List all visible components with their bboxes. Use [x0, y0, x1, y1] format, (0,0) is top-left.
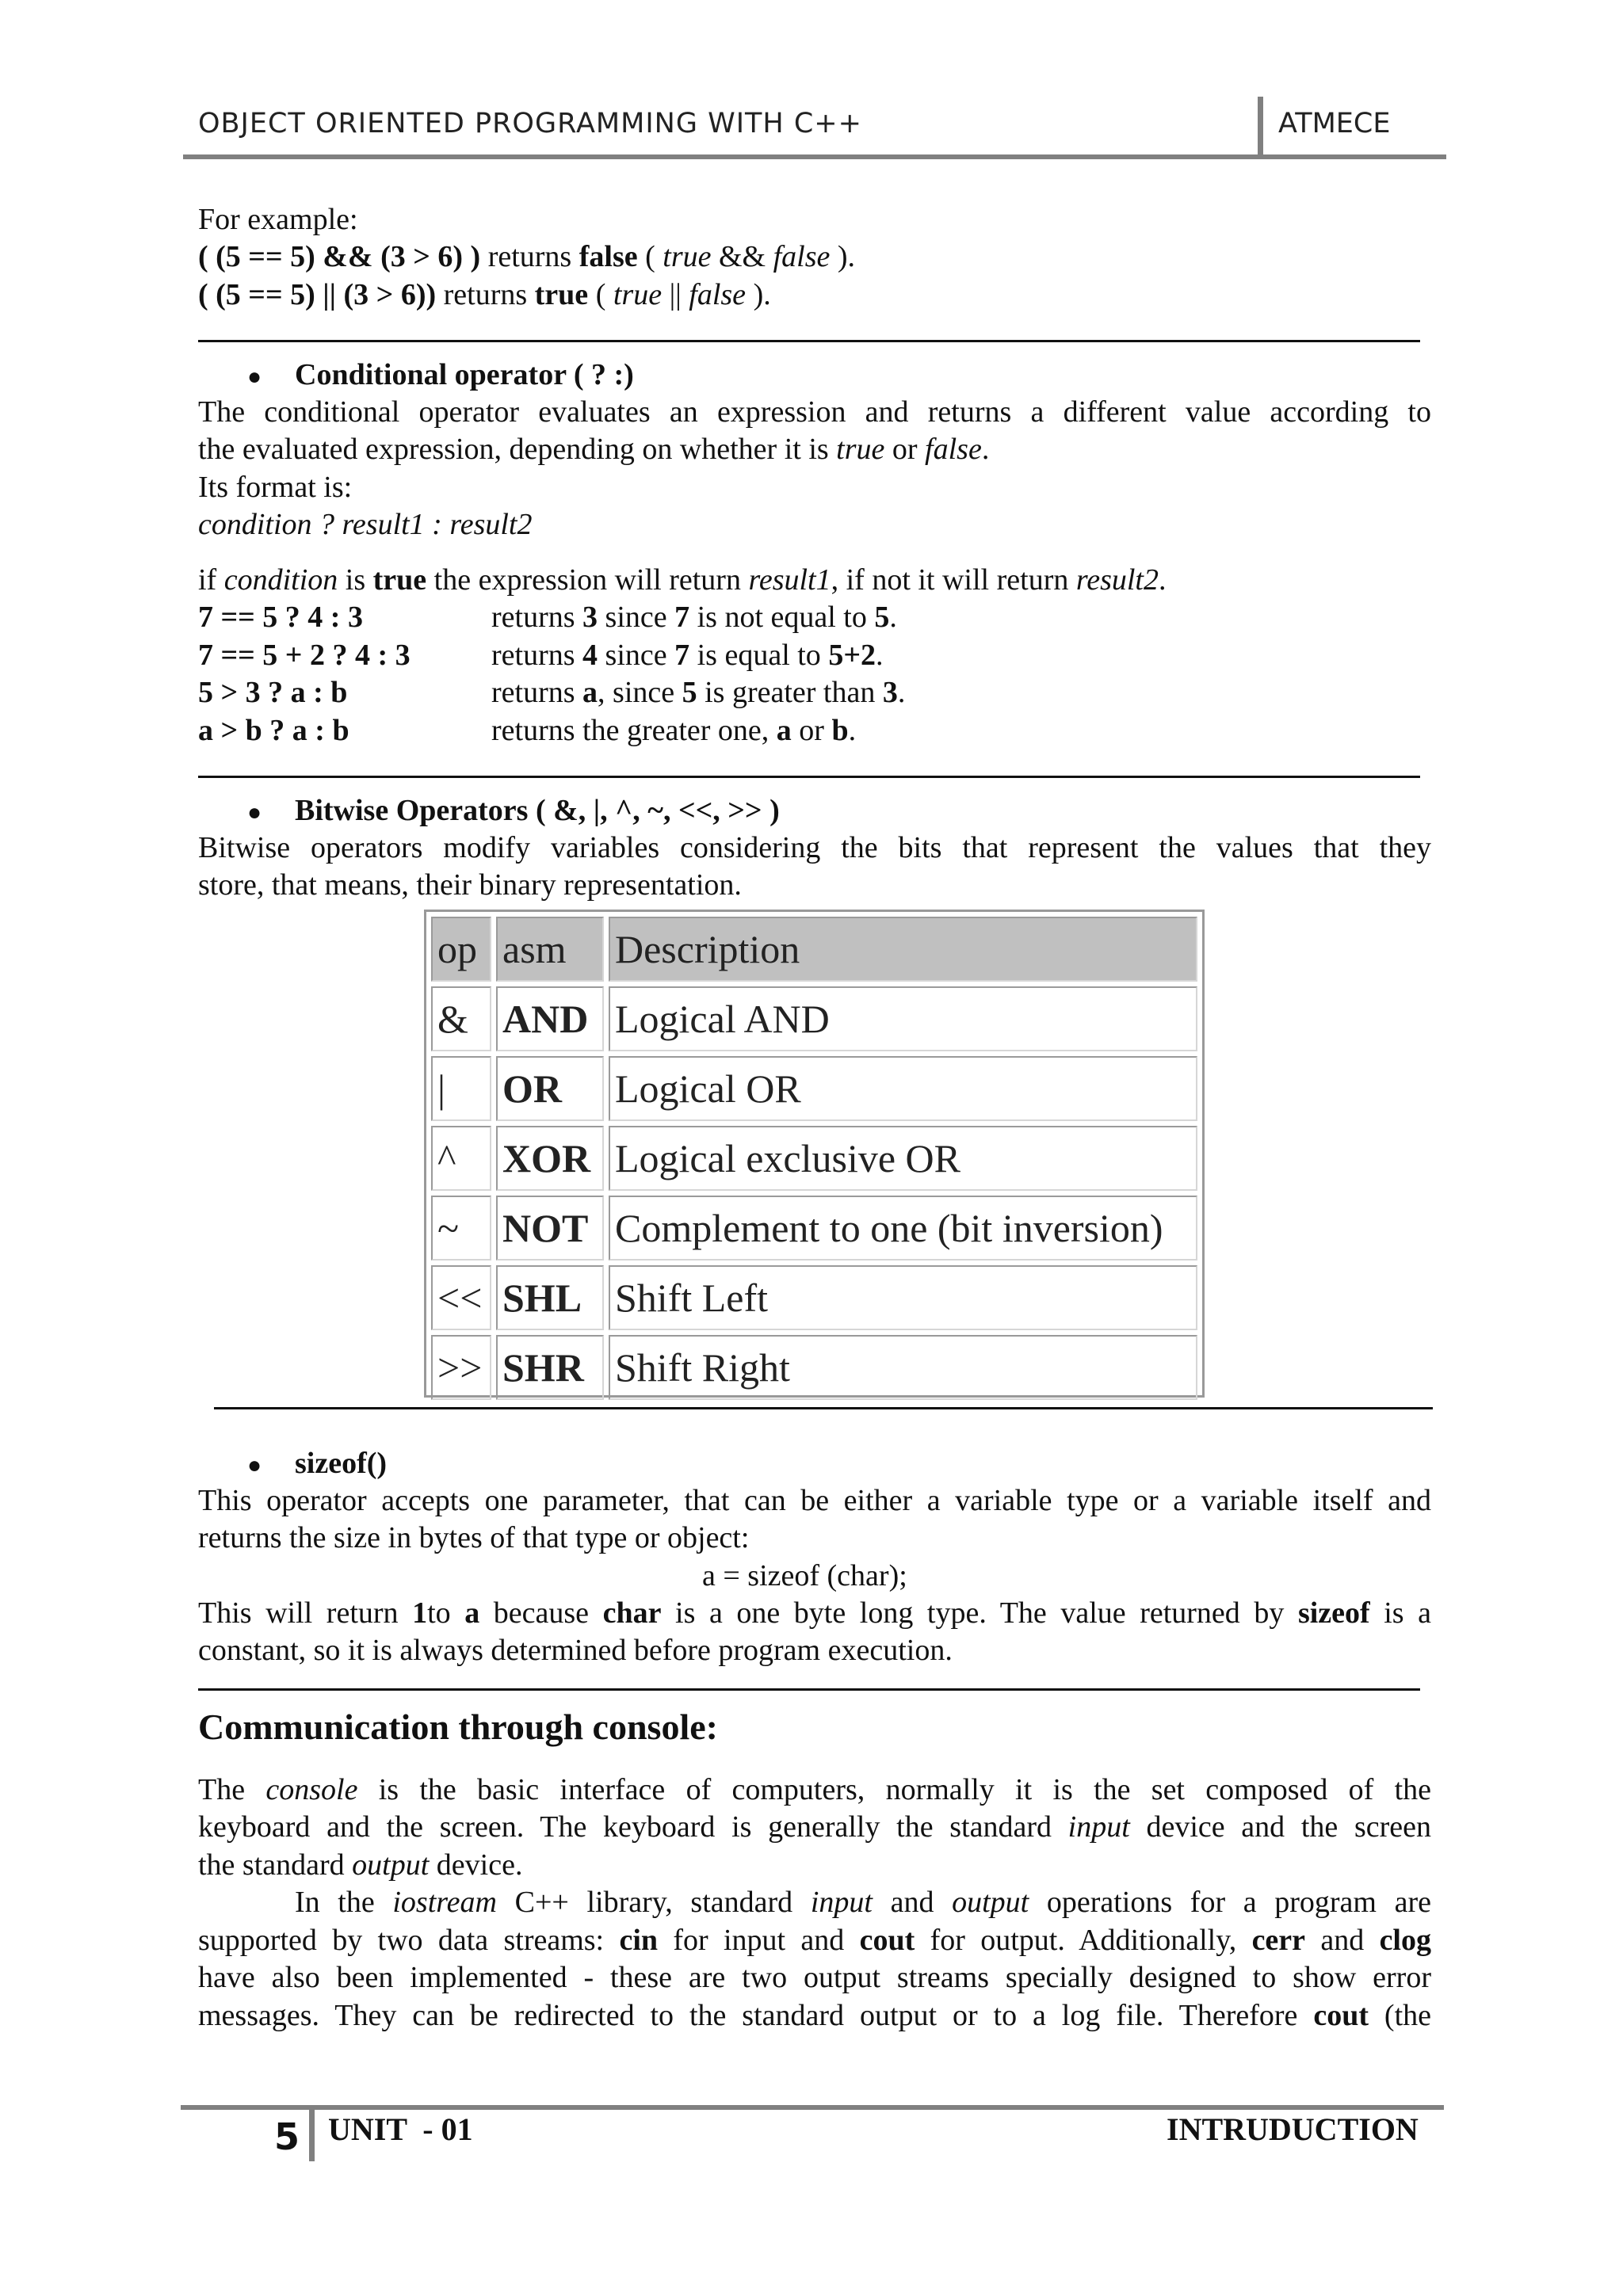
table-cell-asm: OR [496, 1056, 604, 1121]
logical-example-or: ( (5 == 5) || (3 > 6)) returns true ( true || false ). [198, 278, 771, 311]
header-divider [1258, 97, 1263, 157]
table-row [431, 986, 1197, 1051]
table-header-cell: op [431, 917, 491, 982]
table-header-cell: asm [496, 917, 604, 982]
sizeof-para-line: This will return 1to a because char is a one byte long type. The value returned by sizeof is a [198, 1596, 1432, 1630]
sizeof-heading: sizeof() [295, 1447, 388, 1480]
table-cell-op: >> [431, 1335, 491, 1400]
running-header-institute: ATMECE [1278, 108, 1391, 139]
section-divider [214, 1407, 1433, 1409]
sizeof-code-example: a = sizeof (char); [702, 1559, 907, 1592]
conditional-heading: Conditional operator ( ? :) [295, 358, 634, 391]
section-heading: Communication through console: [198, 1707, 718, 1747]
footer-unit: UNIT - 01 [328, 2111, 473, 2147]
table-cell-description: Logical exclusive OR [609, 1126, 1197, 1191]
bullet-icon: ● [247, 799, 262, 826]
console-para-line: have also been implemented - these are two output streams specially designed to show error [198, 1961, 1431, 1994]
table-cell-asm: NOT [496, 1196, 604, 1261]
table-row [431, 1196, 1197, 1261]
header-rule [183, 154, 1446, 159]
table-row [431, 1126, 1197, 1191]
section-divider [198, 776, 1420, 778]
table-cell-op: | [431, 1056, 491, 1121]
bitwise-para-line: store, that means, their binary representation. [198, 868, 742, 902]
conditional-para-line: The conditional operator evaluates an expression and returns a different value according to [198, 395, 1431, 429]
conditional-para-line: the evaluated expression, depending on whether it is true or false. [198, 433, 990, 466]
footer-chapter: INTRUDUCTION [1167, 2111, 1419, 2147]
bullet-icon: ● [247, 364, 262, 390]
sizeof-para-line: This operator accepts one parameter, that can be either a variable type or a variable itself and [198, 1484, 1431, 1517]
table-cell-description: Shift Left [609, 1265, 1197, 1330]
table-cell-description: Shift Right [609, 1335, 1197, 1400]
table-cell-asm: AND [496, 986, 604, 1051]
format-syntax: condition ? result1 : result2 [198, 508, 533, 541]
table-cell-op: ^ [431, 1126, 491, 1191]
conditional-example-row: a > b ? a : b returns the greater one, a or b. [198, 714, 857, 747]
format-label: Its format is: [198, 471, 353, 504]
table-cell-op: << [431, 1265, 491, 1330]
page-number: 5 [274, 2115, 300, 2158]
console-para-line: supported by two data streams: cin for input and cout for output. Additionally, cerr and clog [198, 1924, 1431, 1957]
section-divider [198, 1688, 1420, 1691]
footer-rule [181, 2105, 1444, 2110]
table-cell-description: Logical AND [609, 986, 1197, 1051]
sizeof-para-line: returns the size in bytes of that type or object: [198, 1521, 750, 1554]
console-para-line: keyboard and the screen. The keyboard is generally the standard input device and the screen [198, 1810, 1431, 1844]
footer-divider [309, 2107, 315, 2161]
console-para-line: the standard output device. [198, 1848, 523, 1882]
intro-text: For example: [198, 203, 358, 236]
table-cell-asm: XOR [496, 1126, 604, 1191]
sizeof-para-line: constant, so it is always determined before program execution. [198, 1634, 953, 1667]
conditional-explanation: if condition is true the expression will return result1, if not it will return result2. [198, 563, 1167, 597]
table-header-row [431, 917, 1197, 982]
console-para-line: In the iostream C++ library, standard input and output operations for a program are [295, 1886, 1432, 1919]
bitwise-heading: Bitwise Operators ( &, |, ^, ~, <<, >> ) [295, 794, 780, 827]
table-row [431, 1265, 1197, 1330]
section-divider [198, 340, 1420, 342]
console-para-line: The console is the basic interface of computers, normally it is the set composed of the [198, 1773, 1431, 1806]
bitwise-para-line: Bitwise operators modify variables considering the bits that represent the values that they [198, 831, 1431, 864]
table-cell-asm: SHL [496, 1265, 604, 1330]
bitwise-operator-table [424, 910, 1205, 1398]
table-row [431, 1056, 1197, 1121]
table-cell-op: & [431, 986, 491, 1051]
table-header-cell: Description [609, 917, 1197, 982]
table-cell-description: Complement to one (bit inversion) [609, 1196, 1197, 1261]
conditional-example-row: 5 > 3 ? a : b returns a, since 5 is greater than 3. [198, 676, 906, 709]
table-cell-asm: SHR [496, 1335, 604, 1400]
running-header-title: OBJECT ORIENTED PROGRAMMING WITH C++ [198, 108, 862, 139]
logical-example-and: ( (5 == 5) && (3 > 6) ) returns false ( true && false ). [198, 240, 856, 273]
console-para-line: messages. They can be redirected to the standard output or to a log file. Therefore cout (the [198, 1999, 1431, 2032]
table-cell-op: ~ [431, 1196, 491, 1261]
conditional-example-row: 7 == 5 ? 4 : 3 returns 3 since 7 is not equal to 5. [198, 601, 897, 634]
bullet-icon: ● [247, 1452, 262, 1478]
conditional-example-row: 7 == 5 + 2 ? 4 : 3 returns 4 since 7 is equal to 5+2. [198, 639, 884, 672]
table-cell-description: Logical OR [609, 1056, 1197, 1121]
table-row [431, 1335, 1197, 1400]
